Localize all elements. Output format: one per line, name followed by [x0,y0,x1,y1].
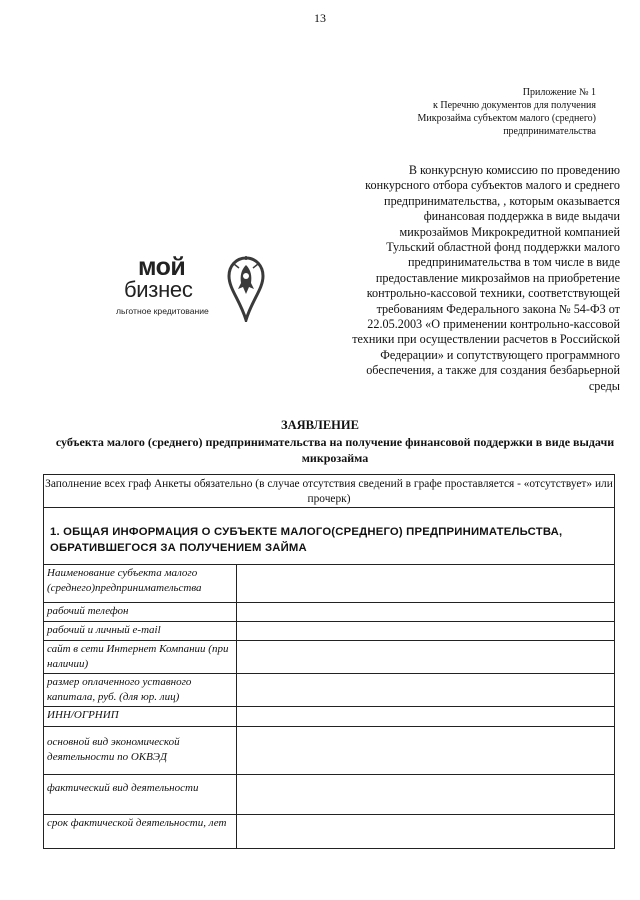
addressee-line: микрозаймов Микрокредитной компанией [399,224,620,239]
table-row [44,815,615,849]
org-name-field[interactable] [237,565,615,603]
field-label: срок фактической деятельности, лет [44,815,237,849]
appendix-line: к Перечню документов для получения [433,100,596,111]
addressee-line: предпринимательства, , которым оказывается [384,193,620,208]
field-label: рабочий и личный e-mail [44,622,237,641]
document-subtitle: субъекта малого (среднего) предпринимательства на получение финансовой поддержки в виде выдачи микрозайма [55,435,615,465]
table-row [44,641,615,674]
appendix-line: Микрозайма субъектом малого (среднего) [417,113,596,124]
location-pin-rocket-icon [226,256,266,322]
table-row [44,622,615,641]
capital-field[interactable] [237,674,615,707]
addressee-line: Тульский областной фонд поддержки малого [386,240,620,255]
addressee-block [330,163,620,394]
addressee-line: конкурсного отбора субъектов малого и среднего [365,178,620,193]
field-label: размер оплаченного уставного капитала, руб. (для юр. лиц) [44,674,237,707]
addressee-line: предпринимательства в том числе в виде [407,255,620,270]
addressee-line: техники при осуществлении расчетов в Российской [352,332,620,347]
page-number: 13 [314,11,326,25]
notice-box: Заполнение всех граф Анкеты обязательно (в случае отсутствия сведений в графе проставляется - «отсутствует» или прочерк) [43,474,615,508]
addressee-line: требованиям Федерального закона № 54-ФЗ от [376,301,620,316]
okved-field[interactable] [237,727,615,775]
field-label: основной вид экономической деятельности по ОКВЭД [44,727,237,775]
inn-ogrnip-field[interactable] [237,707,615,727]
field-label: Наименование субъекта малого (среднего)предпринимательства [44,565,237,603]
document-title: ЗАЯВЛЕНИЕ [281,418,359,432]
field-label: фактический вид деятельности [44,775,237,815]
addressee-line: обеспечения, а также для создания безбарьерной [366,363,620,378]
table-row [44,727,615,775]
website-field[interactable] [237,641,615,674]
general-info-table [43,564,615,849]
field-label: ИНН/ОГРНИП [44,707,237,727]
addressee-line: В конкурсную комиссию по проведению [408,163,620,177]
addressee-line: Федерации» и сопутствующего программного [380,347,620,362]
appendix-line: предпринимательства [503,126,596,137]
table-row [44,603,615,622]
addressee-line: среды [588,378,620,393]
field-label: рабочий телефон [44,603,237,622]
addressee-line: финансовая поддержка в виде выдачи [423,209,620,224]
field-label: сайт в сети Интернет Компании (при наличии) [44,641,237,674]
section-1-title: 1. ОБЩАЯ ИНФОРМАЦИЯ О СУБЪЕКТЕ МАЛОГО(СРЕДНЕГО) ПРЕДПРИНИМАТЕЛЬСТВА, ОБРАТИВШЕГОСЯ ЗА ПОЛУЧЕНИЕМ ЗАЙМА [50,526,563,554]
actual-activity-field[interactable] [237,775,615,815]
logo-word-biznes: бизнес [124,277,193,302]
logo-subtitle: льготное кредитование [116,306,209,316]
moy-biznes-logo [112,254,272,324]
table-row [44,674,615,707]
work-phone-field[interactable] [237,603,615,622]
email-field[interactable] [237,622,615,641]
table-row [44,565,615,603]
addressee-line: предоставление микрозаймов на приобретение [375,270,620,285]
logo-word-moy: мой [138,253,186,281]
table-row [44,707,615,727]
addressee-line: контрольно-кассовой техники, соответствующей [366,286,620,301]
appendix-line: Приложение № 1 [522,87,596,98]
addressee-line: 22.05.2003 «О применении контрольно-кассовой [367,317,620,332]
table-row [44,775,615,815]
appendix-note [336,86,596,138]
activity-term-field[interactable] [237,815,615,849]
